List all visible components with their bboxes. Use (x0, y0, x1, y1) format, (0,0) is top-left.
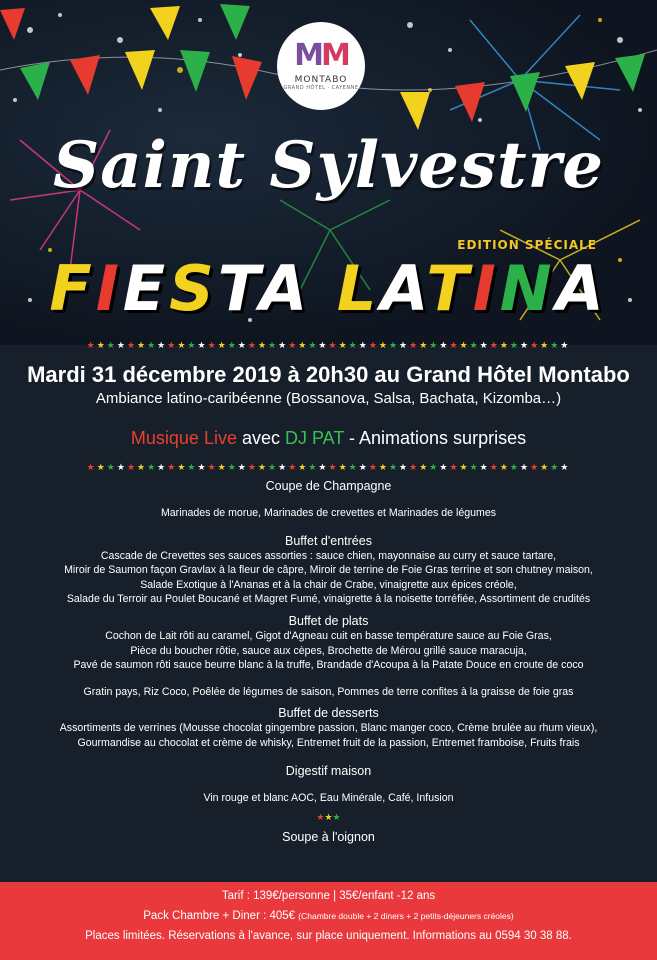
champagne-line: Marinades de morue, Marinades de crevettes et Marinades de légumes (160, 507, 497, 519)
plats-title: Buffet de plats (288, 613, 369, 628)
fiesta-letter: F (49, 252, 96, 325)
fiesta-letter: I (95, 252, 123, 325)
pack-detail: (Chambre double + 2 diners + 2 petits-déjeuners créoles) (298, 911, 514, 921)
champagne-title: Coupe de Champagne (265, 479, 392, 493)
star-divider-middle: ★★★★★★★★★★★★★★★★★★★★★★★★★★★★★★★★★★★★★★★★★★★★★★★★ (86, 463, 571, 473)
event-ambiance: Ambiance latino-caribéenne (Bossanova, Salsa, Bachata, Kizomba…) (95, 390, 562, 407)
fiesta-letter: T (426, 252, 473, 325)
music-line (0, 428, 657, 449)
digestif-title: Digestif maison (285, 763, 372, 778)
plats-line: Pavé de saumon rôti sauce beurre blanc à la truffe, Brandade d'Acoupa à la Patate Douce en croute de coco (73, 659, 584, 672)
logo-subtitle: GRAND HÔTEL · CAYENNE (283, 85, 359, 91)
desserts-title: Buffet de desserts (278, 706, 379, 721)
entrees-line: Cascade de Crevettes ses sauces assorties : sauce chien, mayonnaise au curry et sauce tartare, (100, 549, 557, 562)
fiesta-letter: I (472, 252, 500, 325)
fiesta-letter: T (217, 252, 260, 325)
fiesta-letter (311, 252, 337, 325)
garnitures-line: Gratin pays, Riz Coco, Poêlée de légumes de saison, Pommes de terre confites à la graisse de foie gras (83, 685, 574, 698)
menu-section (10, 478, 647, 845)
info-line: Places limitées. Réservations à l'avance, sur place uniquement. Informations au 0594 30 38 88. (85, 930, 572, 942)
logo-monogram-right: M (321, 38, 348, 73)
plats-line: Cochon de Lait rôti au caramel, Gigot d'Agneau cuit en basse température sauce au Foie Gras, (105, 629, 552, 642)
digestif-line: Vin rouge et blanc AOC, Eau Minérale, Café, Infusion (203, 791, 454, 804)
fiesta-letter: N (499, 252, 556, 325)
edition-label: EDITION SPÉCIALE (457, 238, 597, 252)
fiesta-letter: A (555, 252, 608, 325)
hero-banner (0, 0, 657, 345)
logo-monogram (294, 38, 348, 73)
tarif-line: Tarif : 139€/personne | 35€/enfant -12 ans (221, 890, 436, 902)
pricing-footer (0, 882, 657, 960)
music-live-label: Musique Live (130, 428, 237, 448)
fiesta-letter: E (122, 252, 170, 325)
music-with-label: avec (236, 428, 285, 448)
logo-name: MONTABO (294, 75, 348, 85)
fiesta-letter: S (169, 252, 218, 325)
fiesta-letter: A (259, 252, 312, 325)
plats-line: Pièce du boucher rôtie, sauce aux cèpes, Brochette de Mérou grillé sauce maracuja, (130, 644, 527, 657)
entrees-line: Salade du Terroir au Poulet Boucané et Magret Fumé, vinaigrette à la noisette torréfiée, Assortiment de crudités (66, 593, 591, 606)
fiesta-letter: L (336, 252, 381, 325)
star-divider-top: ★★★★★★★★★★★★★★★★★★★★★★★★★★★★★★★★★★★★★★★★★★★★★★★★ (86, 341, 571, 351)
entrees-line: Salade Exotique à l'Ananas et à la chair de Crabe, vinaigrette aux épices créole, (140, 578, 517, 591)
soupe-line: Soupe à l'oignon (282, 830, 375, 845)
desserts-line: Assortiments de verrines (Mousse chocolat gingembre passion, Blanc manger coco, Crème brulée au rhum vieux), (59, 722, 598, 735)
event-headline: Mardi 31 décembre 2019 à 20h30 au Grand Hôtel Montabo (27, 362, 630, 387)
star-divider-small: ★★★ (316, 812, 341, 823)
pack-line (0, 906, 657, 926)
entrees-line: Miroir de Saumon façon Gravlax à la fleur de câpre, Miroir de terrine de Foie Gras terrine et son chutney maison, (64, 564, 593, 577)
fiesta-letter: A (380, 252, 427, 325)
event-title: Saint Sylvestre (52, 128, 605, 203)
logo-monogram-left: M (294, 38, 321, 73)
montabo-logo (277, 22, 365, 110)
entrees-title: Buffet d'entrées (285, 533, 372, 548)
desserts-line: Gourmandise au chocolat et crème de whisky, Entremet fruit de la passion, Entremet framboise, Fruits frais (77, 736, 580, 749)
fiesta-latina-title (0, 252, 657, 325)
pack-price: Pack Chambre + Diner : 405€ (143, 910, 299, 922)
dj-name: DJ PAT (285, 428, 345, 448)
animations-label: - Animations surprises (344, 428, 527, 448)
